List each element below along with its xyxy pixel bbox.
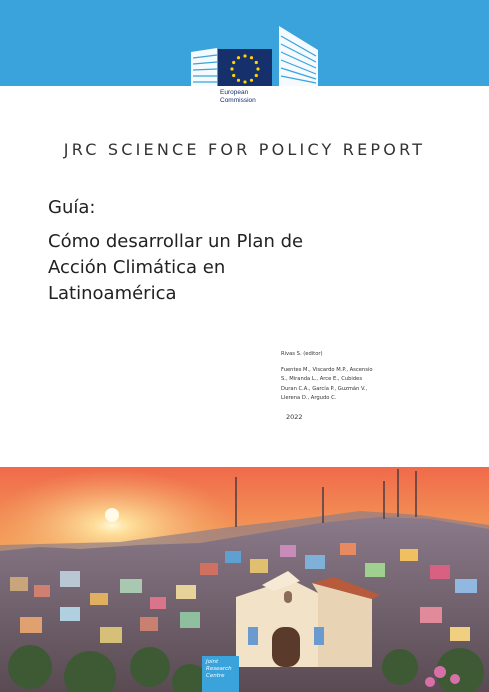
- authors-line-2: S., Miranda L., Arce E., Cubides: [281, 376, 363, 383]
- authors-line-4: Llerena D., Argudo C.: [281, 395, 337, 402]
- title-line-1: Guía:: [48, 197, 96, 218]
- jrc-badge-text: [206, 659, 232, 681]
- report-title: [48, 195, 368, 307]
- ec-logo-text: [220, 89, 256, 105]
- ec-logo-line2: Commission: [220, 97, 256, 104]
- editor: Rivas S. (editor): [281, 351, 323, 357]
- report-series: JRC SCIENCE FOR POLICY REPORT: [63, 140, 426, 159]
- jrc-line-3: Centre: [206, 673, 225, 680]
- jrc-line-1: Joint: [206, 659, 219, 665]
- publication-year: 2022: [286, 413, 303, 421]
- title-line-4: Latinoamérica: [48, 283, 177, 304]
- title-line-2: Cómo desarrollar un Plan de: [48, 231, 304, 252]
- jrc-line-2: Research: [206, 666, 232, 673]
- ec-logo-line1: European: [220, 89, 249, 96]
- city-sunset-photo: [0, 467, 489, 692]
- authors-line-3: Duran C.A., García P., Guzmán V.,: [281, 385, 368, 392]
- authors-line-1: Fuentes M., Viscardo M.P., Ascensio: [281, 366, 373, 373]
- authors-block: [281, 350, 391, 404]
- title-line-3: Acción Climática en: [48, 257, 226, 278]
